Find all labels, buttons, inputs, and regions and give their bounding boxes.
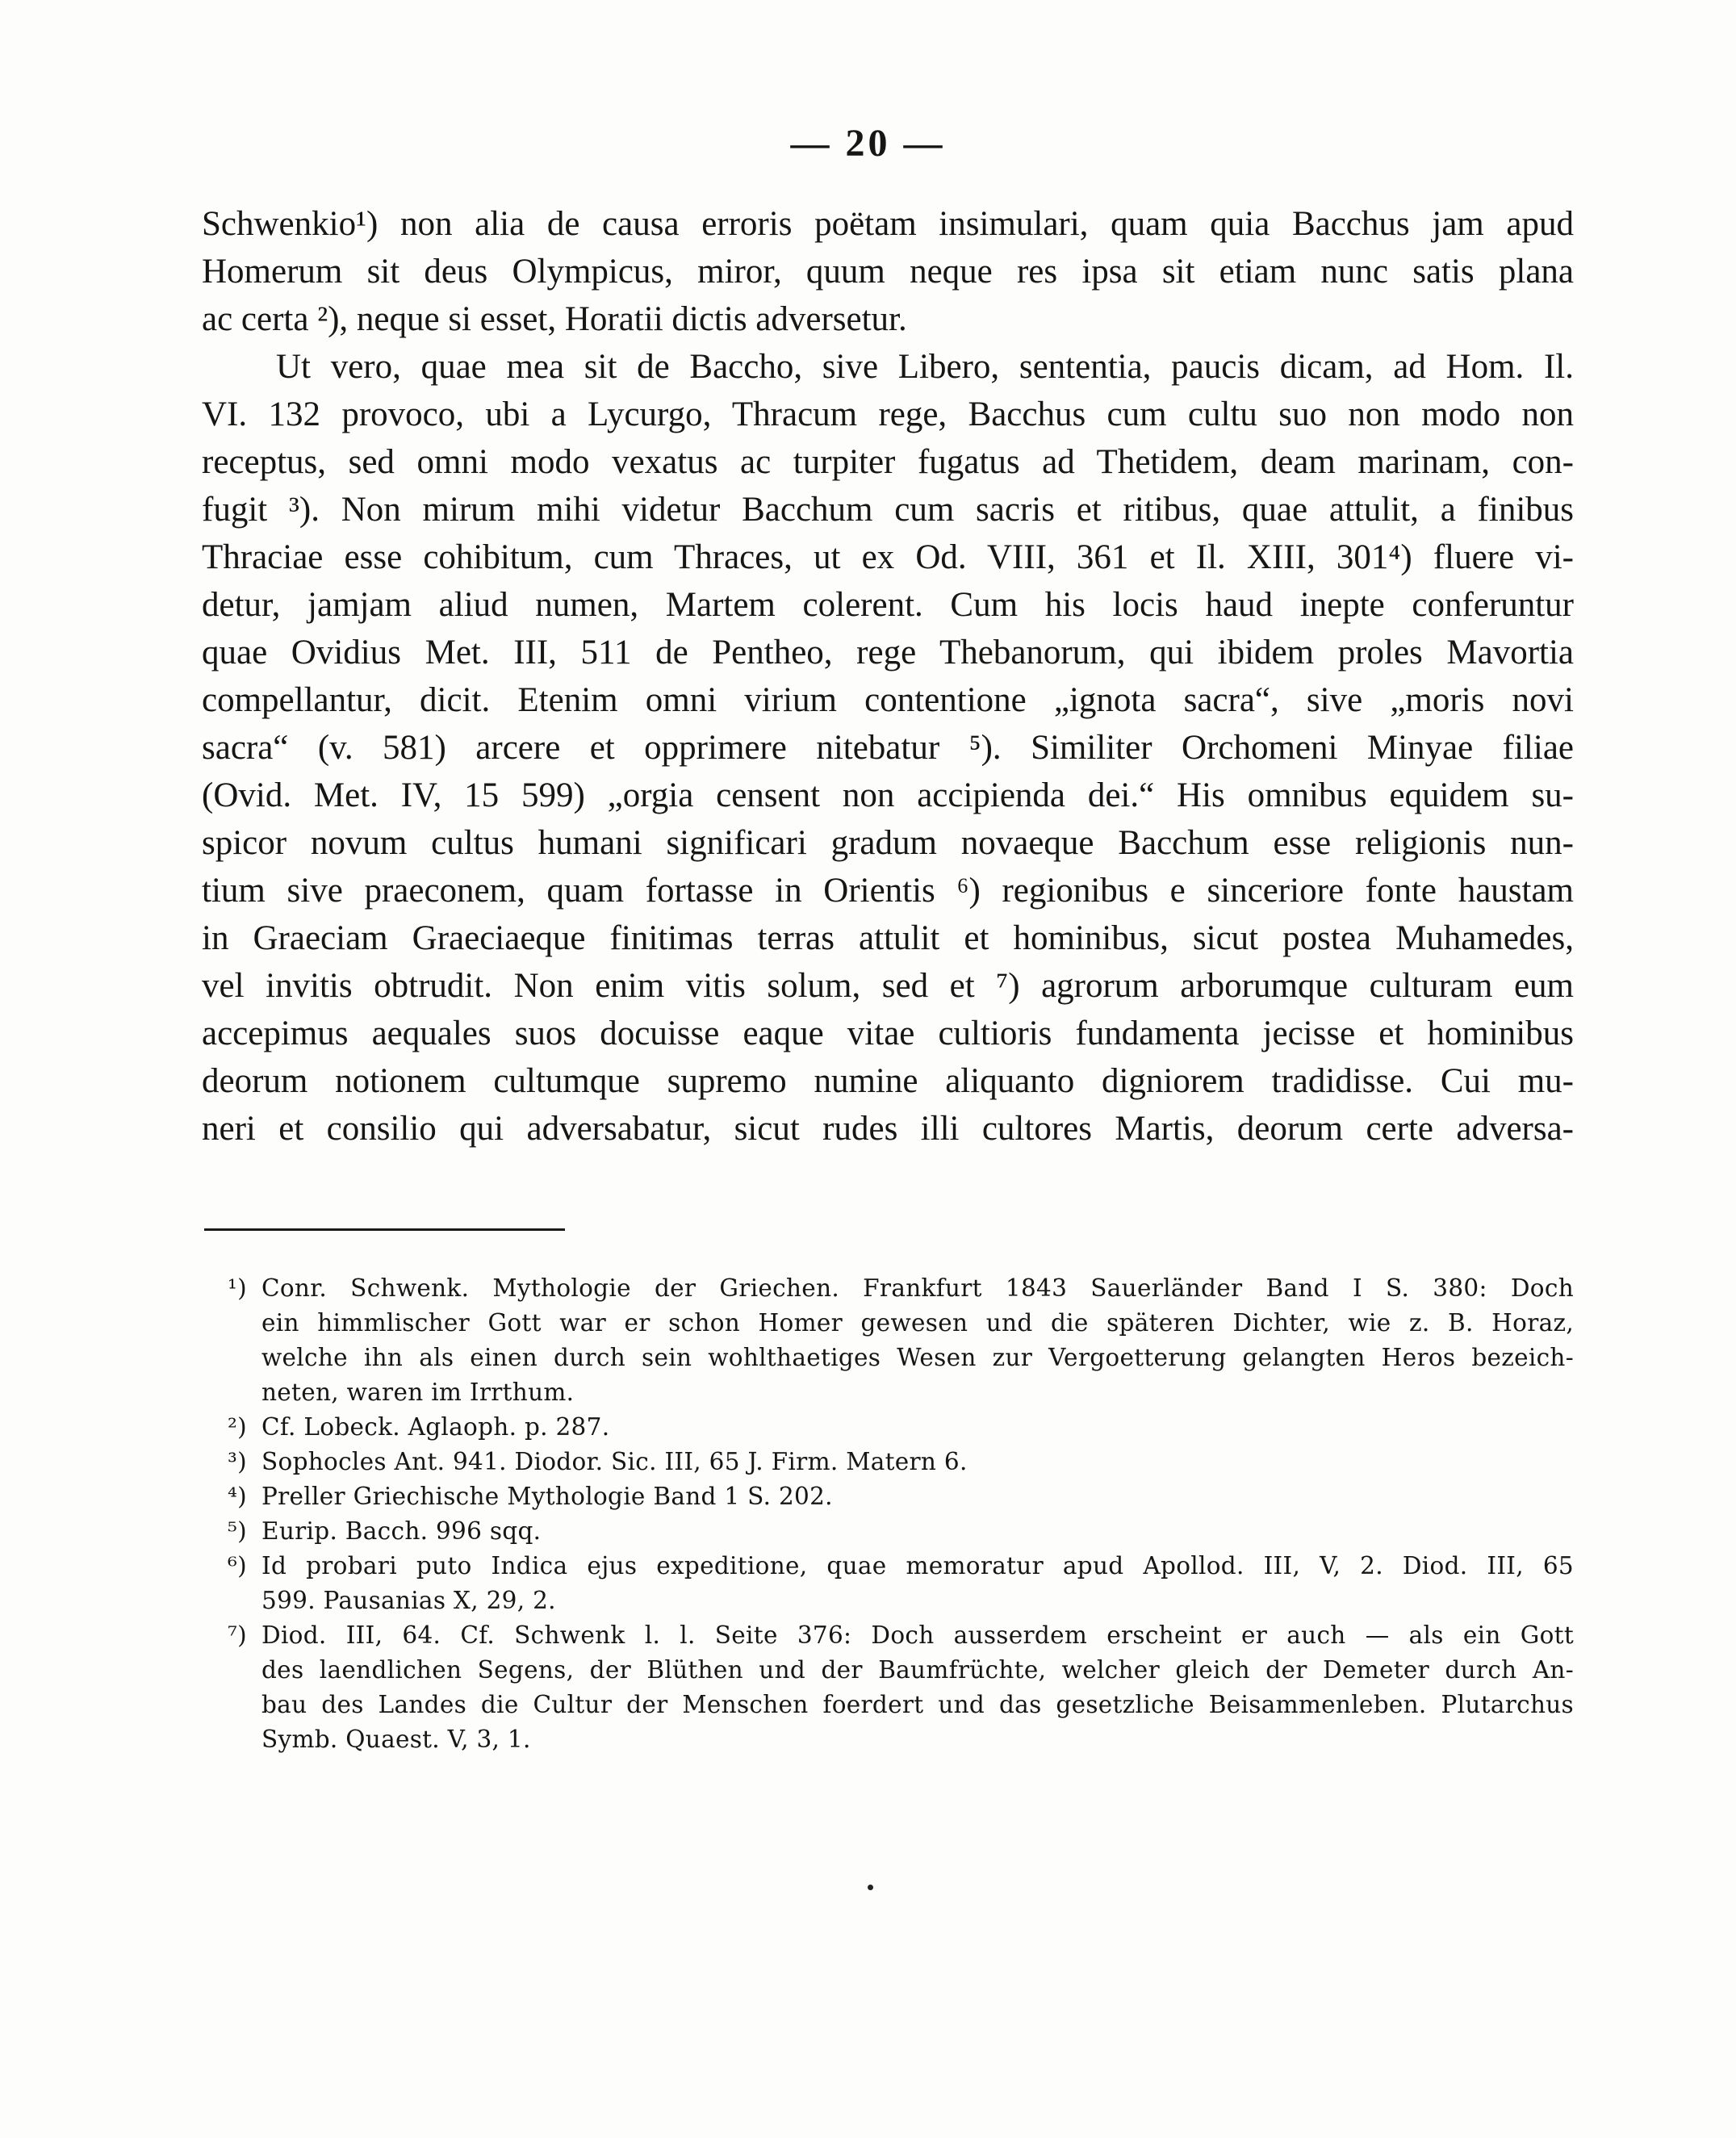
footnote-separator bbox=[204, 1228, 565, 1231]
footnote-mark: ⁶) bbox=[228, 1552, 247, 1579]
text-line: Thraciae esse cohibitum, cum Thraces, ut ex Od. VIII, 361 et Il. XIII, 301⁴) fluere vi- bbox=[202, 538, 1574, 576]
text-line: Schwenkio¹) non alia de causa erroris poëtam insimulari, quam quia Bacchus jam apud bbox=[202, 205, 1574, 243]
text-line: VI. 132 provoco, ubi a Lycurgo, Thracum rege, Bacchus cum cultu suo non modo non bbox=[202, 395, 1574, 433]
footnote-line: Sophocles Ant. 941. Diodor. Sic. III, 65 J. Firm. Matern 6. bbox=[261, 1448, 968, 1475]
footnote-7 bbox=[228, 1618, 1574, 1757]
footnote-line: bau des Landes die Cultur der Menschen foerdert und das gesetzliche Beisammenleben. Plutarchus bbox=[261, 1691, 1574, 1718]
text-line: sacra“ (v. 581) arcere et opprimere nitebatur ⁵). Similiter Orchomeni Minyae filiae bbox=[202, 729, 1574, 767]
footnote-6 bbox=[228, 1549, 1574, 1618]
footnote-line: welche ihn als einen durch sein wohlthaetiges Wesen zur Vergoetterung gelangten Heros bezeich- bbox=[261, 1344, 1574, 1371]
page-number: — 20 — bbox=[790, 122, 946, 165]
text-line: ac certa ²), neque si esset, Horatii dictis adversetur. bbox=[202, 300, 907, 338]
footnote-line: Id probari puto Indica ejus expeditione, quae memoratur apud Apollod. III, V, 2. Diod. III, 65 bbox=[261, 1552, 1574, 1579]
text-line: detur, jamjam aliud numen, Martem colerent. Cum his locis haud inepte conferuntur bbox=[202, 586, 1574, 624]
text-line: fugit ³). Non mirum mihi videtur Bacchum cum sacris et ritibus, quae attulit, a finibus bbox=[202, 491, 1574, 529]
footnote-mark: ⁷) bbox=[228, 1621, 247, 1649]
text-line: vel invitis obtrudit. Non enim vitis solum, sed et ⁷) agrorum arborumque culturam eum bbox=[202, 967, 1574, 1005]
footnote-mark: ³) bbox=[228, 1448, 247, 1475]
text-line: Homerum sit deus Olympicus, miror, quum neque res ipsa sit etiam nunc satis plana bbox=[202, 253, 1574, 291]
paragraph-2 bbox=[202, 343, 1574, 1153]
text-line: quae Ovidius Met. III, 511 de Pentheo, rege Thebanorum, qui ibidem proles Mavortia bbox=[202, 634, 1574, 672]
footnote-1 bbox=[228, 1271, 1574, 1410]
main-text bbox=[202, 200, 1574, 1153]
footnote-mark: ⁴) bbox=[228, 1483, 247, 1510]
footnote-line: Eurip. Bacch. 996 sqq. bbox=[261, 1517, 542, 1545]
text-line: (Ovid. Met. IV, 15 599) „orgia censent non accipienda dei.“ His omnibus equidem su- bbox=[202, 776, 1574, 814]
footnote-mark: ²) bbox=[228, 1413, 247, 1441]
footnote-line: ein himmlischer Gott war er schon Homer gewesen und die späteren Dichter, wie z. B. Horaz, bbox=[261, 1309, 1574, 1337]
footnote-line: Conr. Schwenk. Mythologie der Griechen. Frankfurt 1843 Sauerländer Band I S. 380: Doch bbox=[261, 1274, 1574, 1302]
footnote-line: Cf. Lobeck. Aglaoph. p. 287. bbox=[261, 1413, 610, 1441]
footnote-4 bbox=[228, 1479, 1574, 1514]
footnote-line: Preller Griechische Mythologie Band 1 S. 202. bbox=[261, 1483, 833, 1510]
text-line: tium sive praeconem, quam fortasse in Orientis ⁶) regionibus e sinceriore fonte haustam bbox=[202, 872, 1574, 910]
footnote-line: 599. Pausanias X, 29, 2. bbox=[261, 1587, 556, 1614]
footnote-line: neten, waren im Irrthum. bbox=[261, 1379, 575, 1406]
footnotes bbox=[228, 1271, 1574, 1757]
text-line: spicor novum cultus humani significari gradum novaeque Bacchum esse religionis nun- bbox=[202, 824, 1574, 862]
text-line: accepimus aequales suos docuisse eaque vitae cultioris fundamenta jecisse et hominibus bbox=[202, 1015, 1574, 1052]
footnote-2 bbox=[228, 1410, 1574, 1445]
footnote-line: Diod. III, 64. Cf. Schwenk l. l. Seite 376: Doch ausserdem erscheint er auch — als ein Gott bbox=[261, 1621, 1574, 1649]
footnote-5 bbox=[228, 1514, 1574, 1549]
footnote-mark: ¹) bbox=[228, 1274, 247, 1302]
text-line: deorum notionem cultumque supremo numine aliquanto digniorem tradidisse. Cui mu- bbox=[202, 1062, 1574, 1100]
footnote-3 bbox=[228, 1445, 1574, 1479]
text-line: in Graeciam Graeciaeque finitimas terras attulit et hominibus, sicut postea Muhamedes, bbox=[202, 919, 1574, 957]
footnote-line: Symb. Quaest. V, 3, 1. bbox=[261, 1726, 531, 1753]
text-line: compellantur, dicit. Etenim omni virium contentione „ignota sacra“, sive „moris novi bbox=[202, 681, 1574, 719]
text-line: neri et consilio qui adversabatur, sicut rudes illi cultores Martis, deorum certe adversa- bbox=[202, 1110, 1574, 1148]
footnote-line: des laendlichen Segens, der Blüthen und der Baumfrüchte, welcher gleich der Demeter durch An- bbox=[261, 1656, 1574, 1684]
text-line: Ut vero, quae mea sit de Baccho, sive Libero, sententia, paucis dicam, ad Hom. Il. bbox=[276, 348, 1574, 386]
footnote-mark: ⁵) bbox=[228, 1517, 247, 1545]
paragraph-1 bbox=[202, 200, 1574, 343]
ink-speck bbox=[868, 1885, 873, 1890]
text-line: receptus, sed omni modo vexatus ac turpiter fugatus ad Thetidem, deam marinam, con- bbox=[202, 443, 1574, 481]
